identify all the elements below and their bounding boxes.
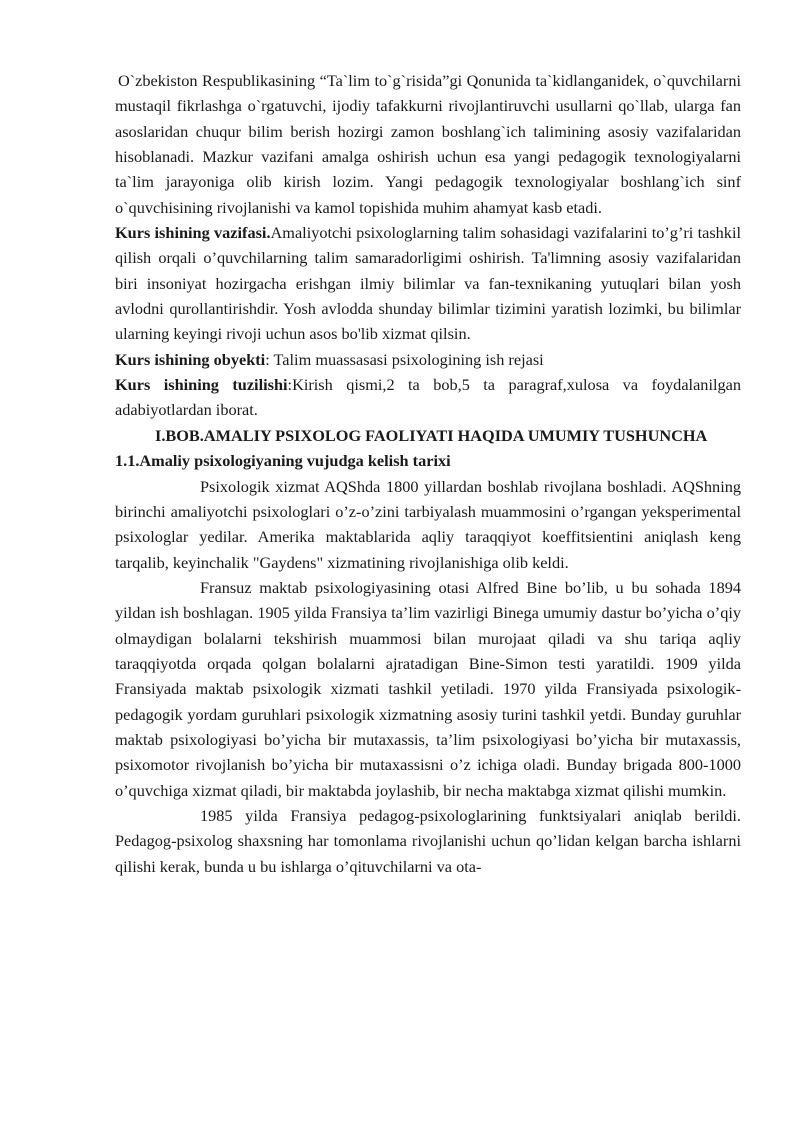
course-task-text: Amaliyotchi psixologlarning talim sohasidagi vazifalarini to’g’ri tashkil qilish orqali o’quvchilarning talim samaradorligimi oshirish. Ta'limning asosiy vazifalaridan biri insoniyat hozirgacha erishgan ilmiy bilimlar va fan-texnikaning yutuqlari bilan yosh avlodni qurollantirishdir. Yosh avlodda shunday bilimlar tizimini yaratish lozimki, bu bilimlar ularning keyingi rivoji uchun asos bo'lib xizmat qilsin. bbox=[115, 223, 741, 344]
course-object-paragraph bbox=[115, 347, 741, 372]
body-paragraph: 1985 yilda Fransiya pedagog-psixologlarining funktsiyalari aniqlab berildi. Pedagog-psixolog shaxsning har tomonlama rivojlanishi uchun qo’lidan kelgan barcha ishlarni qilishi kerak, bunda u bu ishlarga o’qituvchilarni va ota- bbox=[115, 805, 741, 876]
course-object-label: Kurs ishining obyekti bbox=[115, 349, 266, 369]
section-title: 1.1.Amaliy psixologiyaning vujudga kelish tarixi bbox=[115, 451, 451, 471]
course-structure-label: Kurs ishining tuzilishi bbox=[115, 375, 288, 395]
course-object-text: : Talim muassasasi psixologining ish rejasi bbox=[265, 349, 544, 369]
course-structure-text: :Kirish qismi,2 ta bob,5 ta paragraf,xulosa va foydalanilgan adabiyotlardan iborat. bbox=[115, 375, 741, 420]
document-page bbox=[115, 68, 741, 879]
chapter-title: I.BOB.AMALIY PSIXOLOG FAOLIYATI HAQIDA UMUMIY TUSHUNCHA bbox=[155, 425, 708, 445]
body-paragraph: Psixologik xizmat AQShda 1800 yillardan boshlab rivojlana boshladi. AQShning birinchi amaliyotchi psixologlari o’z-o’zini tarbiyalash muammosini o’rgangan yeksperimental psixologlar yedilar. Amerika maktablarida aqliy taraqqiyot koeffitsientini aniqlash keng tarqalib, keyinchalik "Gaydens" xizmatining rivojlanishiga olib keldi. bbox=[115, 476, 741, 572]
course-task-paragraph bbox=[115, 220, 741, 347]
intro-paragraph: O`zbekiston Respublikasining “Ta`lim to`g`risida”gi Qonunida ta`kidlanganidek, o`quvchilarni mustaqil fikrlashga o`rgatuvchi, ijodiy tafakkurni rivojlantiruvchi usullarni qo`llab, ularga fan asoslaridan chuqur bilim berish hozirgi zamon boshlang`ich talimining asosiy vazifalaridan hisoblanadi. Mazkur vazifani amalga oshirish uchun esa yangi pedagogik texnologiyalarni ta`lim jarayoniga olib kirish lozim. Yangi pedagogik texnologiyalar boshlang`ich sinf o`quvchisining rivojlanishi va kamol topishida muhim ahamyat kasb etadi. bbox=[115, 71, 741, 217]
course-task-label: Kurs ishining vazifasi. bbox=[115, 223, 271, 243]
course-structure-paragraph bbox=[115, 372, 741, 423]
body-paragraph: Fransuz maktab psixologiyasining otasi Alfred Bine bo’lib, u bu sohada 1894 yildan ish boshlagan. 1905 yilda Fransiya ta’lim vazirligi Binega umumiy dastur bo’yicha o’qiy olmaydigan bolalarni tekshirish muammosi bilan murojaat qiladi va shu tariqa aqliy taraqqiyotda orqada qolgan bolalarni ajratadigan Bine-Simon testi yaratildi. 1909 yilda Fransiyada maktab psixologik xizmati tashkil yetiladi. 1970 yilda Fransiyada psixologik-pedagogik yordam guruhlari psixologik xizmatning asosiy turini tashkil yetdi. Bunday guruhlar maktab psixologiyasi bo’yicha bir mutaxassis, ta’lim psixologiyasi bo’yicha bir mutaxassis, psixomotor rivojlanish bo’yicha bir mutaxassisni o’z ichiga oladi. Bunday brigada 800-1000 o’quvchiga xizmat qiladi, bir maktabda joylashib, bir necha maktabga xizmat qilishi mumkin. bbox=[115, 577, 741, 800]
